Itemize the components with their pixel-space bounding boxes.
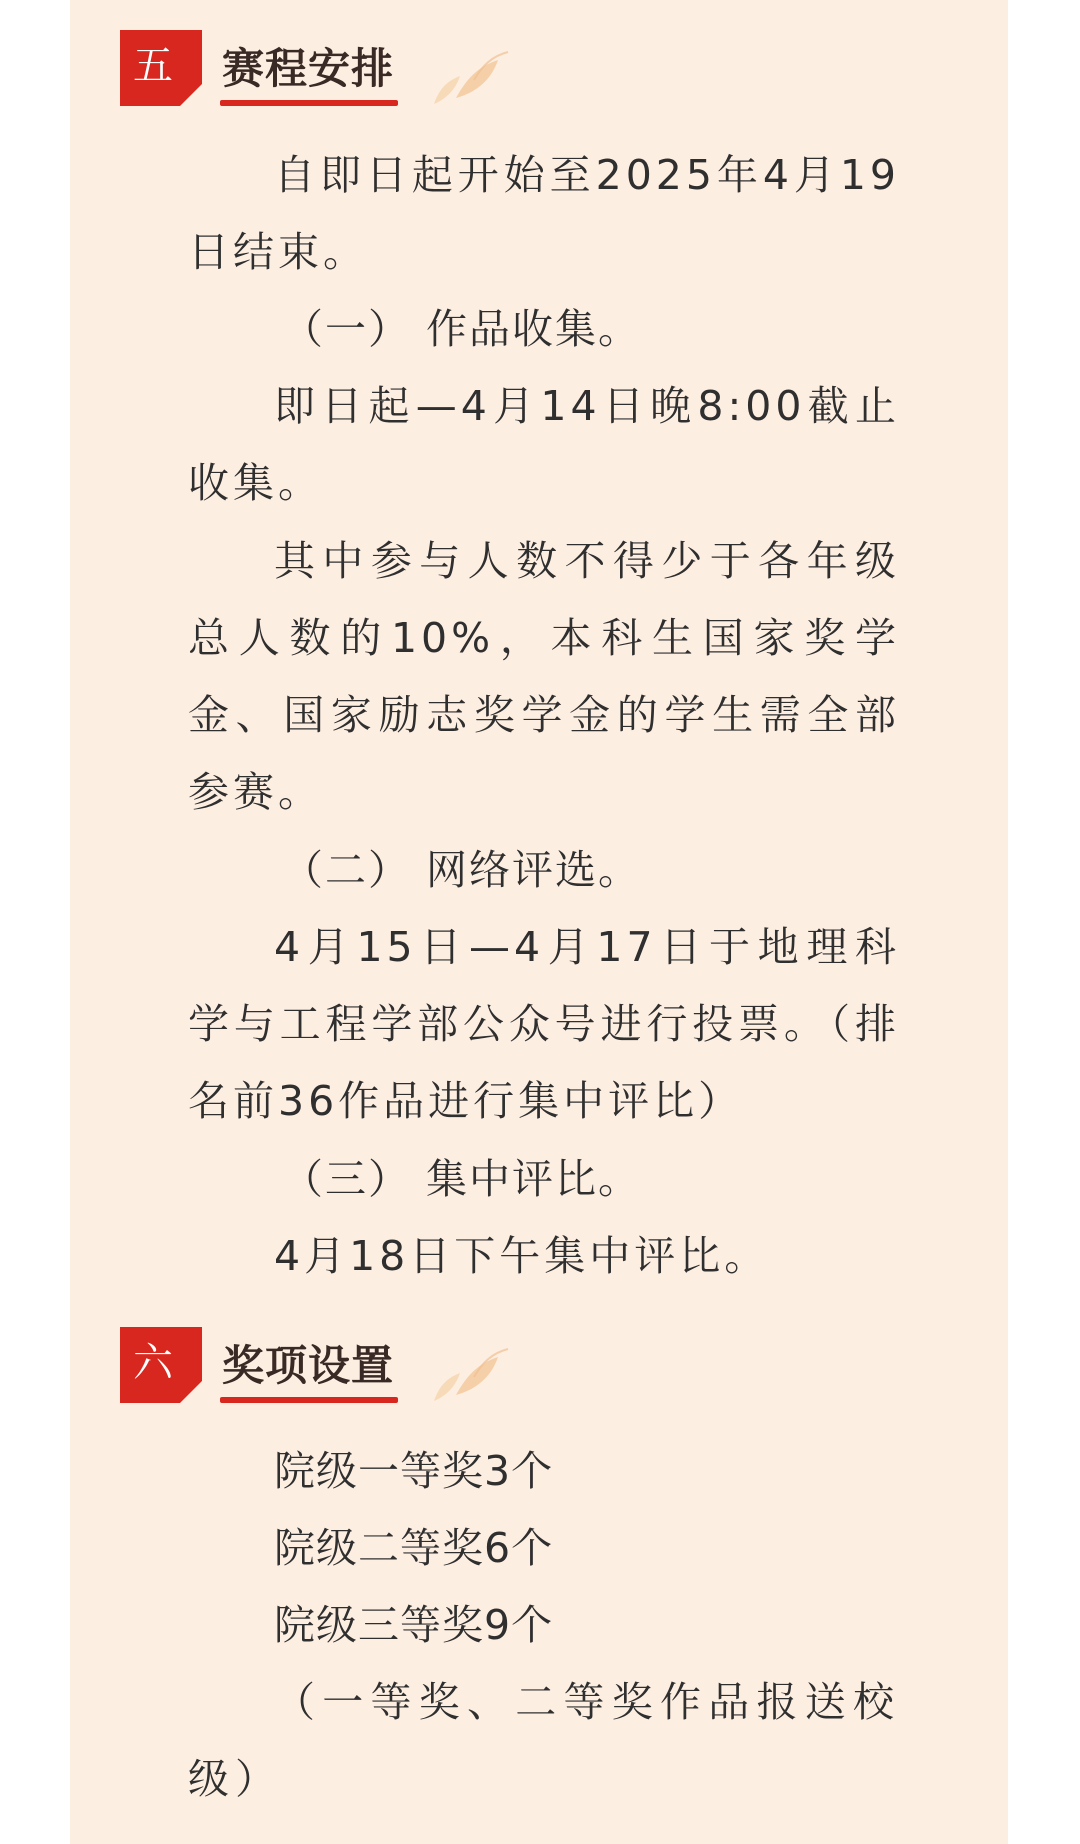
schedule-item-heading: （三） 集中评比。 <box>282 1155 642 1203</box>
section-header-schedule <box>120 30 620 114</box>
wheat-leaf-icon <box>416 46 516 110</box>
section-title-underline <box>220 1397 398 1403</box>
schedule-intro: 自即日起开始至2025年4月19日结束。 <box>188 151 900 276</box>
schedule-item-heading: （二） 网络评选。 <box>282 846 642 894</box>
schedule-item-paragraph: 其中参与人数不得少于各年级总人数的10%，本科生国家奖学金、国家励志奖学金的学生需全部参赛。 <box>188 537 900 816</box>
badge-corner-cut <box>178 82 202 106</box>
section-title: 赛程安排 <box>222 44 395 93</box>
section-number: 五 <box>133 43 173 89</box>
award-item: 院级二等奖6个 <box>274 1524 554 1572</box>
section-header-awards <box>120 1327 620 1411</box>
schedule-item-paragraph: 4月15日—4月17日于地理科学与工程学部公众号进行投票。（排名前36作品进行集中评比） <box>188 923 900 1125</box>
award-item: 院级一等奖3个 <box>274 1447 554 1495</box>
section-number-badge <box>120 30 202 106</box>
section-number-badge <box>120 1327 202 1403</box>
wheat-leaf-icon <box>416 1343 516 1407</box>
section-title-underline <box>220 100 398 106</box>
award-item: 院级三等奖9个 <box>274 1601 554 1649</box>
schedule-item-heading: （一） 作品收集。 <box>282 305 642 353</box>
section-title: 奖项设置 <box>222 1341 395 1390</box>
award-note: （一等奖、二等奖作品报送校级） <box>188 1678 900 1803</box>
schedule-item-paragraph: 4月18日下午集中评比。 <box>274 1232 770 1280</box>
schedule-item-paragraph: 即日起—4月14日晚8:00截止收集。 <box>188 382 900 507</box>
section-number: 六 <box>133 1340 173 1386</box>
badge-corner-cut <box>178 1379 202 1403</box>
